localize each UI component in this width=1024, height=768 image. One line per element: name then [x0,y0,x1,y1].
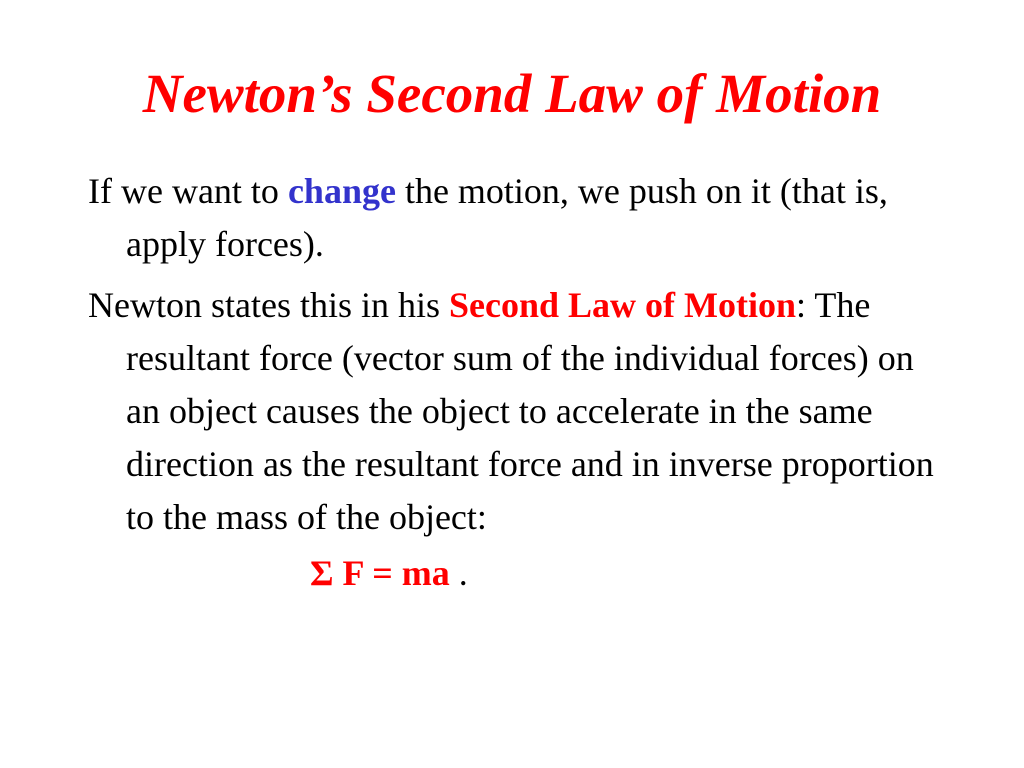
paragraph1-text-before: If we want to [88,171,288,211]
paragraph2-text-after: : The resultant force (vector sum of the individual forces) on an object causes the object to accelerate in the same direction as the resultant force and in inverse proportion to the mass of the object: [126,285,934,537]
formula-suffix: . [449,553,468,593]
formula-line [88,547,950,600]
emphasis-second-law-of-motion: Second Law of Motion [448,285,796,325]
slide-title: Newton’s Second Law of Motion [142,63,882,124]
paragraph1-text-after: the motion, we push on it (that is, apply forces). [126,171,888,264]
paragraph-second-law [88,279,950,544]
paragraph-change-motion [88,165,950,271]
formula-sum-f-equals-ma: Σ F = ma [310,553,450,593]
slide-body [88,165,950,600]
paragraph2-text-before: Newton states this in his [88,285,449,325]
emphasis-change: change [287,171,396,211]
